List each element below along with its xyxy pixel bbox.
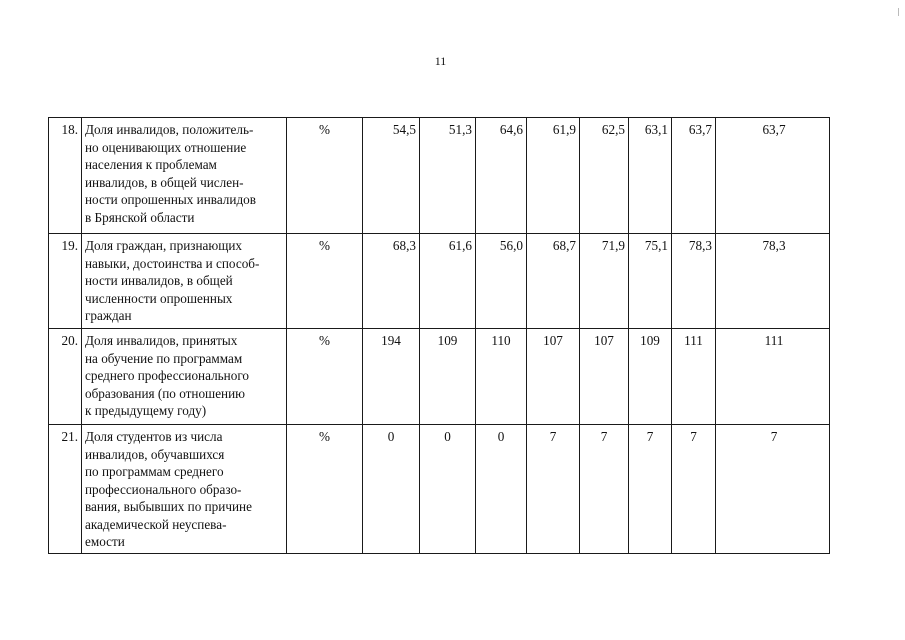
row-number: 20.: [49, 329, 82, 425]
value-cell: 71,9: [580, 234, 629, 329]
description-line: ности инвалидов, в общей: [85, 273, 233, 288]
value-cell: 54,5: [363, 118, 420, 234]
description-line: Доля инвалидов, положитель-: [85, 122, 254, 137]
value-cell: 68,3: [363, 234, 420, 329]
description-line: но оценивающих отношение: [85, 139, 247, 155]
value-cell: 7: [716, 425, 830, 554]
unit-cell: %: [287, 329, 363, 425]
description-line: инвалидов, обучавшихся: [85, 446, 225, 462]
description-line: навыки, достоинства и способ-: [85, 255, 260, 271]
value-cell: 56,0: [476, 234, 527, 329]
row-number: 18.: [49, 118, 82, 234]
value-cell: 68,7: [527, 234, 580, 329]
value-cell: 111: [716, 329, 830, 425]
value-cell: 63,7: [716, 118, 830, 234]
value-cell: 61,9: [527, 118, 580, 234]
value-cell: 0: [420, 425, 476, 554]
unit-cell: %: [287, 118, 363, 234]
row-number: 19.: [49, 234, 82, 329]
unit-cell: %: [287, 234, 363, 329]
page-number: 11: [434, 54, 447, 68]
indicator-description: [82, 234, 287, 329]
value-cell: 7: [580, 425, 629, 554]
value-cell: 110: [476, 329, 527, 425]
value-cell: 107: [580, 329, 629, 425]
description-line: к предыдущему году): [85, 403, 207, 418]
indicator-description: [82, 118, 287, 234]
description-line: профессионального образо-: [85, 481, 242, 497]
value-cell: 109: [629, 329, 672, 425]
value-cell: 109: [420, 329, 476, 425]
value-cell: 7: [629, 425, 672, 554]
value-cell: 61,6: [420, 234, 476, 329]
value-cell: 194: [363, 329, 420, 425]
value-cell: 63,7: [672, 118, 716, 234]
value-cell: 7: [672, 425, 716, 554]
indicator-description: [82, 425, 287, 554]
unit-cell: %: [287, 425, 363, 554]
row-number: 21.: [49, 425, 82, 554]
table-row: [49, 425, 830, 554]
value-cell: 51,3: [420, 118, 476, 234]
description-line: Доля инвалидов, принятых: [85, 333, 238, 348]
value-cell: 62,5: [580, 118, 629, 234]
description-line: Доля граждан, признающих: [85, 238, 243, 253]
page-edge-mark: [898, 8, 899, 16]
value-cell: 0: [476, 425, 527, 554]
description-line: среднего профессионального: [85, 368, 249, 383]
description-line: образования (по отношению: [85, 385, 246, 401]
description-line: по программам среднего: [85, 464, 224, 479]
description-line: населения к проблемам: [85, 157, 217, 172]
value-cell: 78,3: [672, 234, 716, 329]
description-line: академической неуспева-: [85, 516, 227, 532]
description-line: в Брянской области: [85, 209, 195, 225]
value-cell: 0: [363, 425, 420, 554]
value-cell: 78,3: [716, 234, 830, 329]
table-row: [49, 329, 830, 425]
value-cell: 7: [527, 425, 580, 554]
value-cell: 111: [672, 329, 716, 425]
description-line: численности опрошенных: [85, 290, 233, 306]
description-line: Доля студентов из числа: [85, 429, 223, 444]
description-line: граждан: [85, 308, 132, 323]
description-line: емости: [85, 534, 125, 549]
value-cell: 107: [527, 329, 580, 425]
description-line: инвалидов, в общей числен-: [85, 174, 244, 190]
description-line: ности опрошенных инвалидов: [85, 192, 256, 207]
table-body: [49, 118, 830, 554]
value-cell: 63,1: [629, 118, 672, 234]
value-cell: 64,6: [476, 118, 527, 234]
value-cell: 75,1: [629, 234, 672, 329]
description-line: на обучение по программам: [85, 350, 243, 366]
indicators-table: [48, 117, 830, 554]
table-row: [49, 118, 830, 234]
description-line: вания, выбывших по причине: [85, 499, 252, 514]
indicator-description: [82, 329, 287, 425]
table-row: [49, 234, 830, 329]
